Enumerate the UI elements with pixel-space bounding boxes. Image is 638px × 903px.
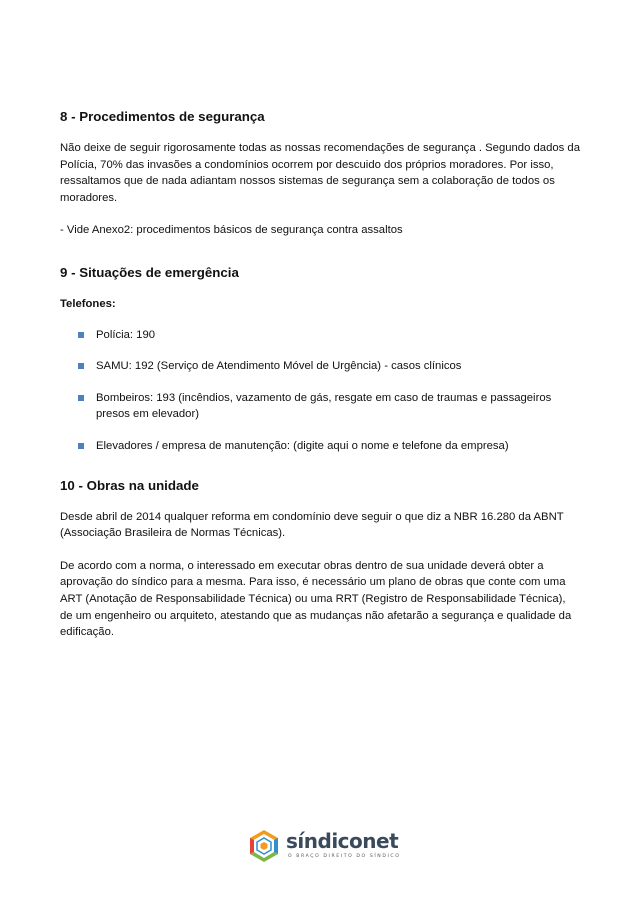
- list-item: [60, 327, 580, 344]
- square-bullet-icon: [78, 332, 84, 338]
- hexagon-logo-icon: [246, 828, 282, 864]
- square-bullet-icon: [78, 395, 84, 401]
- list-item-text: Elevadores / empresa de manutenção: (digite aqui o nome e telefone da empresa): [96, 439, 509, 452]
- section-10-title: 10 - Obras na unidade: [60, 477, 199, 493]
- section-8-title: 8 - Procedimentos de segurança: [60, 109, 265, 124]
- section-10-paragraph-2: De acordo com a norma, o interessado em executar obras dentro de sua unidade deverá obter a aprovação do síndico para a mesma. Para isso, é necessário um plano de obras que conte com uma ART (Anotação de Responsabilidade Técnica) ou uma RRT (Registro de Responsabilidade Técnica), de um engenheiro ou arquiteto, atestando que as mudanças não afetarão a segurança e qualidade da edificação.: [60, 559, 572, 639]
- list-item: [60, 390, 580, 423]
- section-10-paragraph-1: Desde abril de 2014 qualquer reforma em condomínio deve seguir o que diz a NBR 16.280 da ABNT (Associação Brasileira de Normas Técnicas).: [60, 510, 564, 540]
- document-page: [60, 108, 580, 641]
- logo-tagline: O BRAÇO DIREITO DO SÍNDICO: [288, 854, 401, 859]
- section-8-paragraph-2: - Vide Anexo2: procedimentos básicos de segurança contra assaltos: [60, 224, 403, 237]
- list-item-text: Polícia: 190: [96, 328, 156, 341]
- list-item-text: SAMU: 192 (Serviço de Atendimento Móvel de Urgência) - casos clínicos: [96, 360, 462, 373]
- section-8-paragraph-1: Não deixe de seguir rigorosamente todas as nossas recomendações de segurança . Segundo dados da Polícia, 70% das invasões a condomínios ocorrem por descuido dos próprios moradores. Por isso, ressaltamos que de nada adiantam nossos sistemas de segurança sem a colaboração de todos os moradores.: [60, 142, 580, 204]
- square-bullet-icon: [78, 443, 84, 449]
- logo-wordmark: síndiconet: [286, 829, 399, 853]
- list-item: [60, 438, 580, 455]
- square-bullet-icon: [78, 363, 84, 369]
- emergency-phone-list: [60, 327, 580, 455]
- sindiconet-logo: [246, 826, 401, 866]
- phones-label: Telefones:: [60, 297, 116, 310]
- list-item-text: Bombeiros: 193 (incêndios, vazamento de gás, resgate em caso de traumas e passageiros presos em elevador): [96, 391, 552, 421]
- list-item: [60, 358, 580, 375]
- section-9-title: 9 - Situações de emergência: [60, 264, 239, 280]
